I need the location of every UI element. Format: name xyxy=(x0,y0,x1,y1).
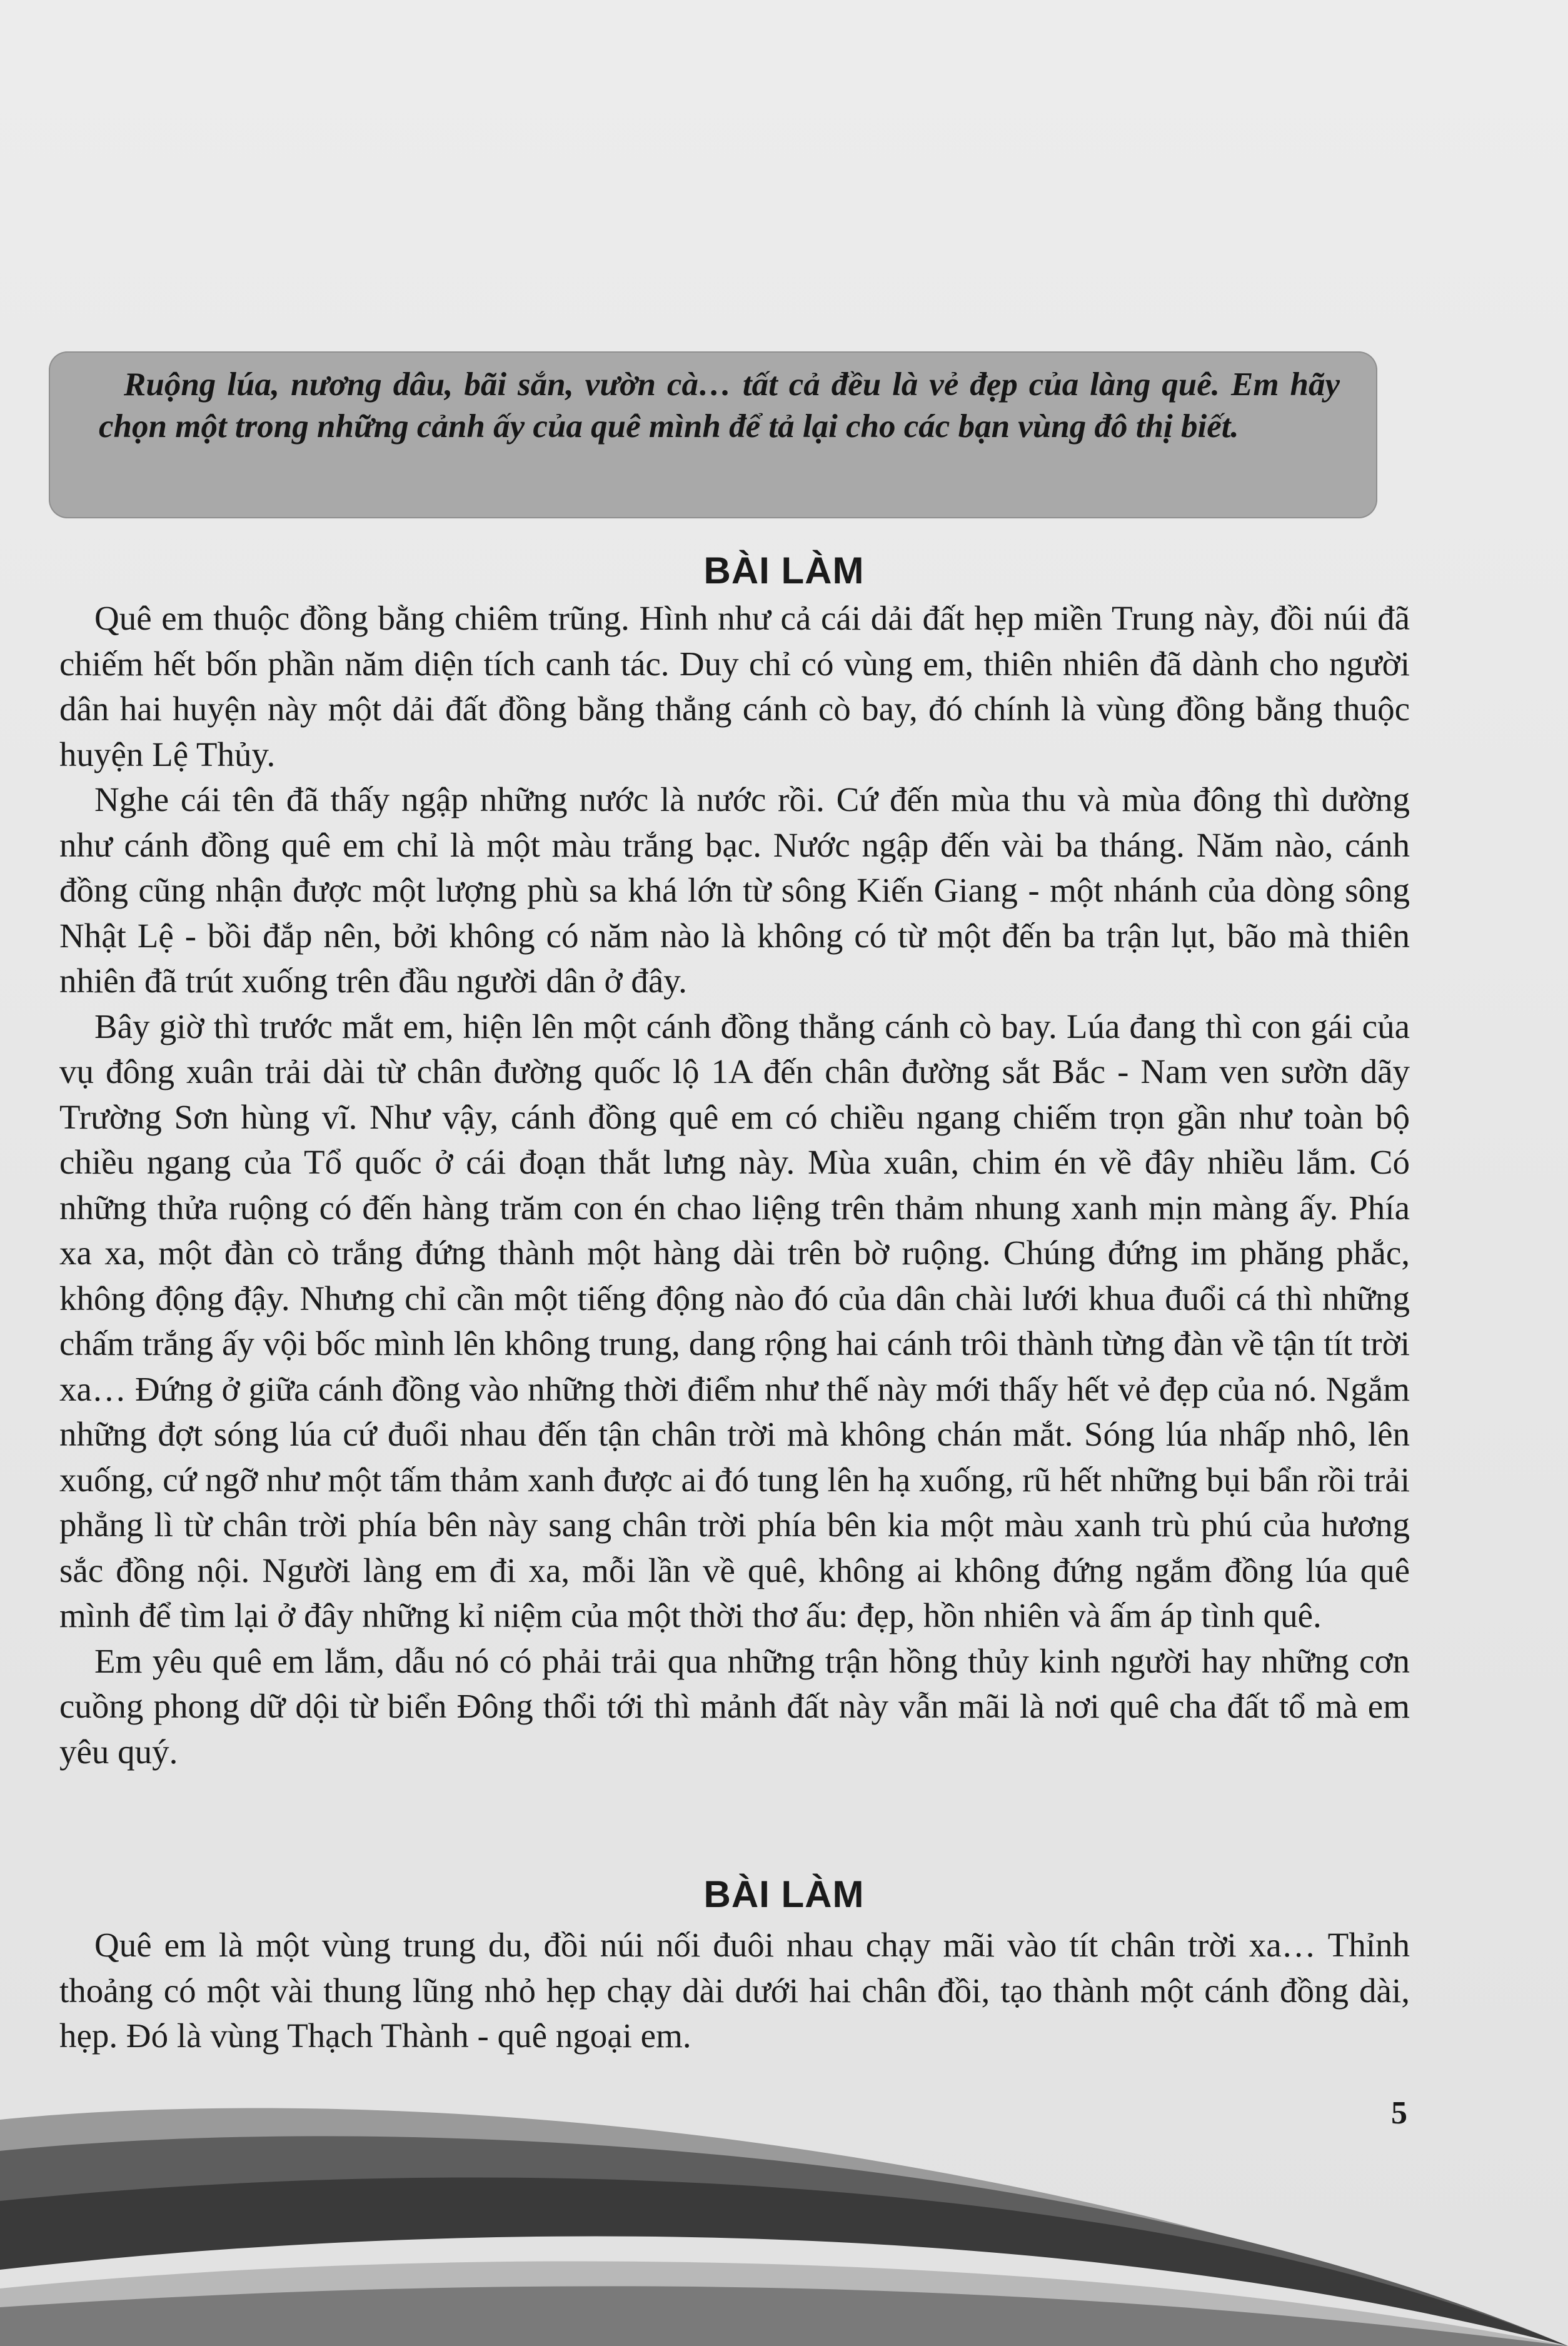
essay-2-body xyxy=(59,1923,1410,2059)
essay-1-paragraph: Bây giờ thì trước mắt em, hiện lên một cánh đồng thẳng cánh cò bay. Lúa đang thì con gái của vụ đông xuân trải dài từ chân đường quốc lộ 1A đến chân đường sắt Bắc - Nam ven sườn dãy Trường Sơn hùng vĩ. Như vậy, cánh đồng quê em có chiều ngang chiếm trọn gần như toàn bộ chiều ngang của Tổ quốc ở cái đoạn thắt lưng này. Mùa xuân, chim én về đây nhiều lắm. Có những thửa ruộng có đến hàng trăm con én chao liệng trên thảm nhung xanh mịn màng ấy. Phía xa xa, một đàn cò trắng đứng thành một hàng dài trên bờ ruộng. Chúng đứng im phăng phắc, không động đậy. Nhưng chỉ cần một tiếng động nào đó của dân chài lưới khua đuổi cá thì những chấm trắng ấy vội bốc mình lên không trung, dang rộng hai cánh trôi thành từng đàn về tận tít trời xa… Đứng ở giữa cánh đồng vào những thời điểm như thế này mới thấy hết vẻ đẹp của nó. Ngắm những đợt sóng lúa cứ đuổi nhau đến tận chân trời mà không chán mắt. Sóng lúa nhấp nhô, lên xuống, cứ ngỡ như một tấm thảm xanh được ai đó tung lên hạ xuống, rũ hết những bụi bẩn rồi trải phẳng lì từ chân trời phía bên này sang chân trời phía bên kia một màu xanh trù phú của hương sắc đồng nội. Người làng em đi xa, mỗi lần về quê, không ai không đứng ngắm đồng lúa quê mình để tìm lại ở đây những kỉ niệm của một thời thơ ấu: đẹp, hồn nhiên và ấm áp tình quê. xyxy=(59,1007,1410,1634)
prompt-box xyxy=(49,351,1377,518)
essay-1-paragraph: Quê em thuộc đồng bằng chiêm trũng. Hình như cả cái dải đất hẹp miền Trung này, đồi núi đã chiếm hết bốn phần năm diện tích canh tác. Duy chỉ có vùng em, thiên nhiên đã dành cho người dân hai huyện này một dải đất đồng bằng thẳng cánh cò bay, đó chính là vùng đồng bằng thuộc huyện Lệ Thủy. xyxy=(59,599,1410,773)
essay-1-body xyxy=(59,596,1410,1775)
essay-1-paragraph: Em yêu quê em lắm, dẫu nó có phải trải qua những trận hồng thủy kinh người hay những cơn cuồng phong dữ dội từ biển Đông thổi tới thì mảnh đất này vẫn mãi là nơi quê cha đất tổ mà em yêu quý. xyxy=(59,1641,1410,1771)
prompt-text: Ruộng lúa, nương dâu, bãi sắn, vườn cà… tất cả đều là vẻ đẹp của làng quê. Em hãy chọn một trong những cảnh ấy của quê mình để tả lại cho các bạn vùng đô thị biết. xyxy=(99,366,1340,445)
decorative-swoosh xyxy=(0,2082,1568,2346)
essay-2-paragraph: Quê em là một vùng trung du, đồi núi nối đuôi nhau chạy mãi vào tít chân trời xa… Thỉnh thoảng có một vài thung lũng nhỏ hẹp chạy dài dưới hai chân đồi, tạo thành một cánh đồng dài, hẹp. Đó là vùng Thạch Thành - quê ngoại em. xyxy=(59,1926,1410,2055)
essay-1-paragraph: Nghe cái tên đã thấy ngập những nước là nước rồi. Cứ đến mùa thu và mùa đông thì dường như cánh đồng quê em chỉ là một màu trắng bạc. Nước ngập đến vài ba tháng. Năm nào, cánh đồng cũng nhận được một lượng phù sa khá lớn từ sông Kiến Giang - một nhánh của dòng sông Nhật Lệ - bồi đắp nên, bởi không có năm nào là không có từ một đến ba trận lụt, bão mà thiên nhiên đã trút xuống trên đầu người dân ở đây. xyxy=(59,780,1410,1000)
page-number: 5 xyxy=(1391,2095,1407,2131)
essay-1-heading: BÀI LÀM xyxy=(703,550,865,592)
essay-2-heading: BÀI LÀM xyxy=(703,1873,865,1915)
